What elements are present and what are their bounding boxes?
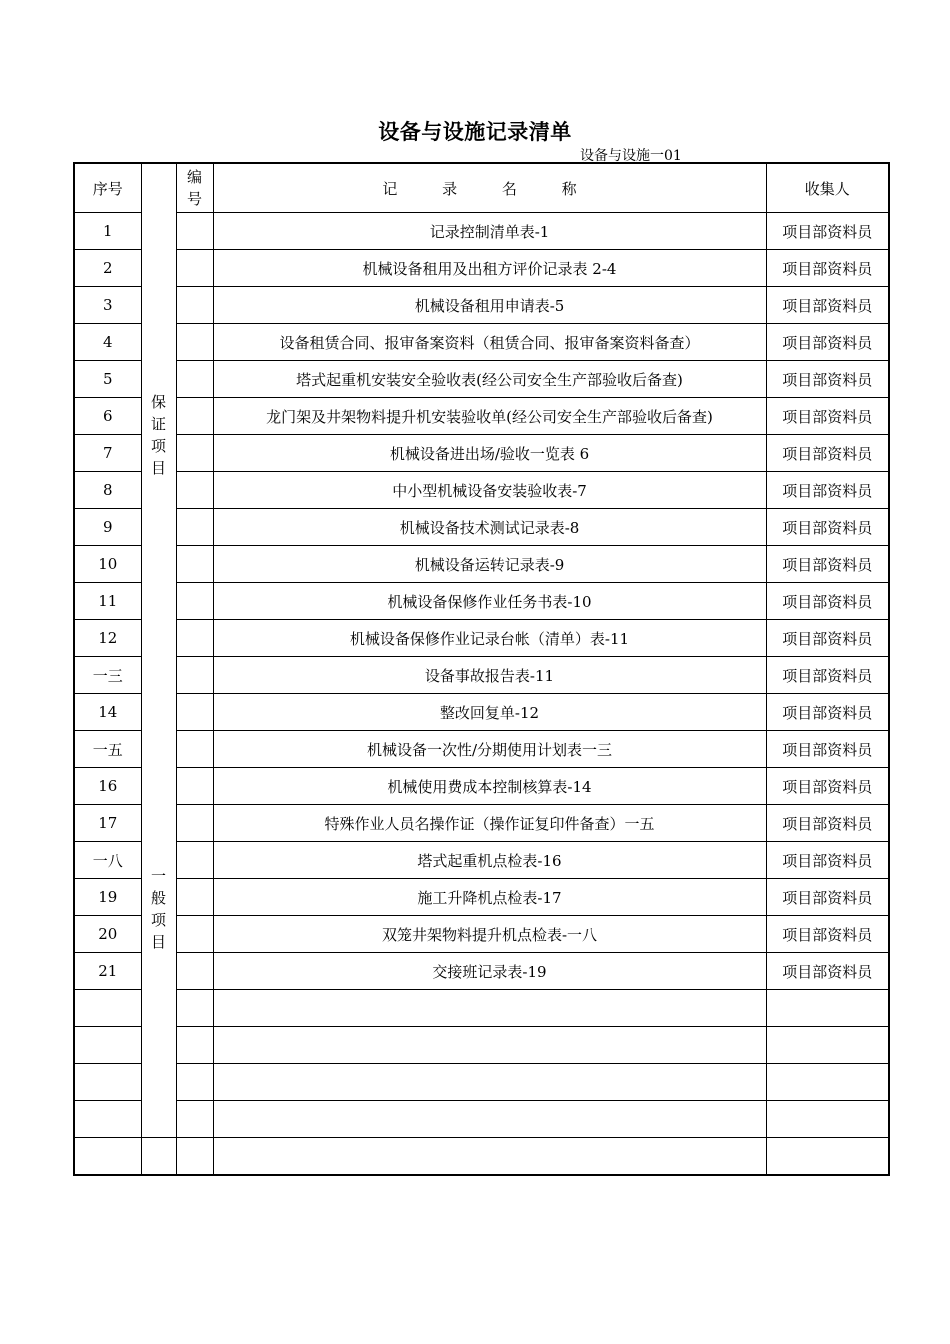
row-collector: 项目部资料员 [766,731,889,768]
row-record-name: 机械设备租用及出租方评价记录表 2-4 [213,250,766,287]
row-collector: 项目部资料员 [766,842,889,879]
table-row [74,768,889,805]
row-record-name: 机械设备技术测试记录表-8 [213,509,766,546]
row-collector: 项目部资料员 [766,620,889,657]
table-row [74,953,889,990]
row-number [176,879,213,916]
group-general-char: 目 [150,932,166,951]
table-row [74,916,889,953]
row-seq: 21 [74,953,141,990]
row-collector: 项目部资料员 [766,916,889,953]
row-seq: 6 [74,398,141,435]
row-collector: 项目部资料员 [766,694,889,731]
row-number [176,213,213,250]
row-collector: 项目部资料员 [766,657,889,694]
empty-row [74,1101,889,1138]
row-number [176,694,213,731]
row-number [176,287,213,324]
table-row [74,657,889,694]
row-collector: 项目部资料员 [766,361,889,398]
row-seq: 2 [74,250,141,287]
row-collector: 项目部资料员 [766,509,889,546]
table-row [74,250,889,287]
header-record-name: 记 录 名 称 [213,163,766,213]
row-number [176,916,213,953]
row-record-name: 机械设备进出场/验收一览表 6 [213,435,766,472]
table-row [74,842,889,879]
row-record-name: 塔式起重机点检表-16 [213,842,766,879]
group-guarantee-char: 项 [150,436,166,455]
row-record-name: 设备租赁合同、报审备案资料（租赁合同、报审备案资料备查） [213,324,766,361]
row-collector: 项目部资料员 [766,250,889,287]
row-collector: 项目部资料员 [766,435,889,472]
row-seq: 5 [74,361,141,398]
row-seq: 17 [74,805,141,842]
row-collector: 项目部资料员 [766,583,889,620]
table-header-row [74,163,889,213]
row-record-name: 特殊作业人员名操作证（操作证复印件备查）一五 [213,805,766,842]
table-row [74,620,889,657]
table-row [74,805,889,842]
row-collector: 项目部资料员 [766,546,889,583]
table-row [74,213,889,250]
empty-row [74,1138,889,1176]
row-record-name: 双笼井架物料提升机点检表-一八 [213,916,766,953]
row-seq: 3 [74,287,141,324]
row-number [176,805,213,842]
row-seq: 11 [74,583,141,620]
header-collector: 收集人 [766,163,889,213]
row-seq: 4 [74,324,141,361]
row-number [176,583,213,620]
table-row [74,361,889,398]
empty-row [74,1027,889,1064]
row-number [176,324,213,361]
group-general-char: 般 [150,888,166,907]
row-collector: 项目部资料员 [766,324,889,361]
row-record-name: 机械设备运转记录表-9 [213,546,766,583]
row-number [176,657,213,694]
row-seq: 9 [74,509,141,546]
document-code: 设备与设施一01 [580,148,682,164]
row-seq: 20 [74,916,141,953]
row-collector: 项目部资料员 [766,213,889,250]
row-record-name: 机械设备保修作业任务书表-10 [213,583,766,620]
row-number [176,361,213,398]
row-number [176,842,213,879]
group-general-char: 项 [150,910,166,929]
empty-row [74,990,889,1027]
row-record-name: 设备事故报告表-11 [213,657,766,694]
row-seq: 19 [74,879,141,916]
page-title: 设备与设施记录清单 [378,120,572,144]
header-seq: 序号 [74,163,141,213]
row-record-name: 交接班记录表-19 [213,953,766,990]
row-record-name: 中小型机械设备安装验收表-7 [213,472,766,509]
records-table [73,162,890,1176]
table-row [74,694,889,731]
row-record-name: 龙门架及井架物料提升机安装验收单(经公司安全生产部验收后备查) [213,398,766,435]
row-collector: 项目部资料员 [766,472,889,509]
row-number [176,620,213,657]
row-number [176,953,213,990]
row-record-name: 机械设备一次性/分期使用计划表一三 [213,731,766,768]
group-guarantee-char: 证 [150,414,166,433]
row-record-name: 塔式起重机安装安全验收表(经公司安全生产部验收后备查) [213,361,766,398]
row-seq: 14 [74,694,141,731]
group-general-char: 一 [150,866,166,885]
table-row [74,472,889,509]
table-row [74,583,889,620]
group-guarantee-char: 目 [150,458,166,477]
table-row [74,324,889,361]
row-seq: 一五 [74,731,141,768]
table-row [74,435,889,472]
row-collector: 项目部资料员 [766,879,889,916]
row-record-name: 施工升降机点检表-17 [213,879,766,916]
empty-row [74,1064,889,1101]
row-seq: 12 [74,620,141,657]
row-seq: 8 [74,472,141,509]
row-collector: 项目部资料员 [766,768,889,805]
row-collector: 项目部资料员 [766,805,889,842]
row-number [176,509,213,546]
row-number [176,546,213,583]
row-collector: 项目部资料员 [766,287,889,324]
row-seq: 7 [74,435,141,472]
row-number [176,768,213,805]
row-seq: 16 [74,768,141,805]
row-number [176,250,213,287]
row-record-name: 整改回复单-12 [213,694,766,731]
row-number [176,472,213,509]
row-seq: 10 [74,546,141,583]
row-record-name: 机械设备保修作业记录台帐（清单）表-11 [213,620,766,657]
table-row [74,731,889,768]
table-row [74,287,889,324]
row-number [176,398,213,435]
table-row [74,879,889,916]
row-record-name: 机械使用费成本控制核算表-14 [213,768,766,805]
group-guarantee-char: 保 [150,392,166,411]
row-collector: 项目部资料员 [766,398,889,435]
table-row [74,546,889,583]
header-number: 编 号 [176,163,213,213]
row-collector: 项目部资料员 [766,953,889,990]
table-row [74,398,889,435]
row-number [176,435,213,472]
row-seq: 一三 [74,657,141,694]
group-column [141,163,176,1138]
row-record-name: 记录控制清单表-1 [213,213,766,250]
row-seq: 1 [74,213,141,250]
row-record-name: 机械设备租用申请表-5 [213,287,766,324]
row-seq: 一八 [74,842,141,879]
row-number [176,731,213,768]
table-row [74,509,889,546]
